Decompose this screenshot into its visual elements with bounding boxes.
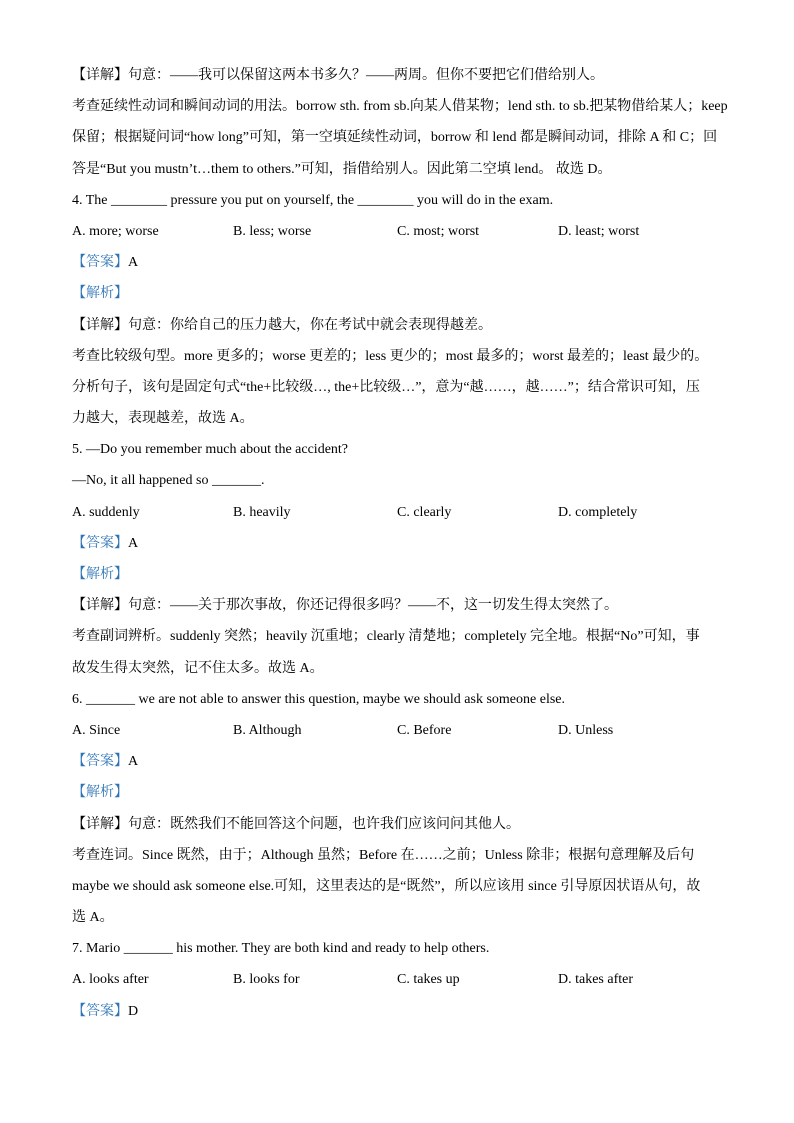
detail-text: 句意：既然我们不能回答这个问题，也许我们应该问问其他人。: [128, 816, 520, 832]
q6-option-b: B. Although: [233, 722, 302, 738]
q6-analysis-line-2: maybe we should ask someone else.可知，这里表达的是“既然”，所以应该用 since 引导原因状语从句，故: [72, 878, 701, 894]
q4-options: [72, 216, 732, 247]
detail-label: 【详解】: [72, 816, 128, 832]
q6-option-a: A. Since: [72, 722, 121, 738]
analysis-label: 【解析】: [72, 785, 128, 801]
q5-option-b: B. heavily: [233, 504, 291, 520]
q5-option-c: C. clearly: [397, 504, 452, 520]
answer-label: 【答案】: [72, 535, 128, 551]
q5-analysis-line-2: 故发生得太突然，记不住太多。故选 A。: [72, 660, 324, 676]
detail-label: 【详解】: [72, 598, 128, 614]
q3-detail-line: [72, 60, 732, 91]
answer-label: 【答案】: [72, 255, 128, 271]
q6-analysis-line-3: 选 A。: [72, 910, 114, 926]
detail-text: 句意：你给自己的压力越大，你在考试中就会表现得越差。: [128, 317, 492, 333]
q6-analysis-label-line: [72, 777, 732, 808]
detail-label: 【详解】: [72, 68, 128, 83]
analysis-label: 【解析】: [72, 286, 128, 302]
q5-option-d: D. completely: [558, 504, 638, 520]
q5-option-a: A. suddenly: [72, 504, 140, 520]
q7-option-d: D. takes after: [558, 972, 634, 988]
answer-value: D: [128, 1003, 139, 1019]
q5-analysis-label-line: [72, 559, 732, 590]
q7-answer-line: [72, 996, 732, 1027]
q5-stem-line-1: 5. —Do you remember much about the accident?: [72, 442, 349, 458]
q5-detail-line: [72, 590, 732, 621]
q7-options: [72, 964, 732, 995]
q4-analysis-line-3: 力越大，表现越差，故选 A。: [72, 411, 254, 427]
q5-analysis-line-1: 考查副词辨析。suddenly 突然；heavily 沉重地；clearly 清楚地；completely 完全地。根据“No”可知，事: [72, 629, 700, 645]
q6-option-c: C. Before: [397, 722, 452, 738]
detail-text: 句意：——我可以保留这两本书多久？——两周。但你不要把它们借给别人。: [128, 68, 604, 83]
q4-option-a: A. more; worse: [72, 223, 159, 239]
q7-option-c: C. takes up: [397, 972, 460, 988]
page-content: [72, 60, 732, 1027]
q5-options: [72, 497, 732, 528]
q4-option-c: C. most; worst: [397, 223, 480, 239]
q3-analysis-line-3: 答是“But you mustn’t…them to others.”可知，指借给别人。因此第二空填 lend。 故选 D。: [72, 161, 612, 177]
answer-value: A: [128, 535, 139, 551]
answer-value: A: [128, 754, 139, 770]
q4-analysis-line-2: 分析句子，该句是固定句式“the+比较级…, the+比较级…”，意为“越……，越……”；结合常识可知，压: [72, 379, 700, 395]
q5-answer-line: [72, 528, 732, 559]
q6-options: [72, 715, 732, 746]
q4-answer-line: [72, 247, 732, 278]
q7-stem: 7. Mario _______ his mother. They are both kind and ready to help others.: [72, 941, 490, 957]
answer-label: 【答案】: [72, 754, 128, 770]
q7-option-b: B. looks for: [233, 972, 300, 988]
q6-answer-line: [72, 746, 732, 777]
q6-stem: 6. _______ we are not able to answer this question, maybe we should ask someone else.: [72, 691, 566, 707]
detail-label: 【详解】: [72, 317, 128, 333]
q4-detail-line: [72, 310, 732, 341]
q3-analysis-line-1: 考查延续性动词和瞬间动词的用法。borrow sth. from sb.向某人借某物；lend sth. to sb.把某物借给某人；keep: [72, 99, 728, 115]
q5-stem-line-2: —No, it all happened so _______.: [72, 473, 265, 489]
q4-option-d: D. least; worst: [558, 223, 640, 239]
answer-label: 【答案】: [72, 1003, 128, 1019]
q4-analysis-line-1: 考查比较级句型。more 更多的；worse 更差的；less 更少的；most 最多的；worst 最差的；least 最少的。: [72, 348, 709, 364]
q4-analysis-label-line: [72, 278, 732, 309]
q6-option-d: D. Unless: [558, 722, 614, 738]
q4-option-b: B. less; worse: [233, 223, 312, 239]
q6-detail-line: [72, 809, 732, 840]
q6-analysis-line-1: 考查连词。Since 既然，由于；Although 虽然；Before 在……之前；Unless 除非；根据句意理解及后句: [72, 847, 695, 863]
detail-text: 句意：——关于那次事故，你还记得很多吗？——不，这一切发生得太突然了。: [128, 598, 618, 614]
answer-value: A: [128, 255, 139, 271]
q7-option-a: A. looks after: [72, 972, 149, 988]
analysis-label: 【解析】: [72, 567, 128, 582]
q3-analysis-line-2: 保留；根据疑问词“how long”可知，第一空填延续性动词，borrow 和 lend 都是瞬间动词，排除 A 和 C；回: [72, 130, 718, 146]
q4-stem: 4. The ________ pressure you put on yourself, the ________ you will do in the exam.: [72, 192, 554, 208]
